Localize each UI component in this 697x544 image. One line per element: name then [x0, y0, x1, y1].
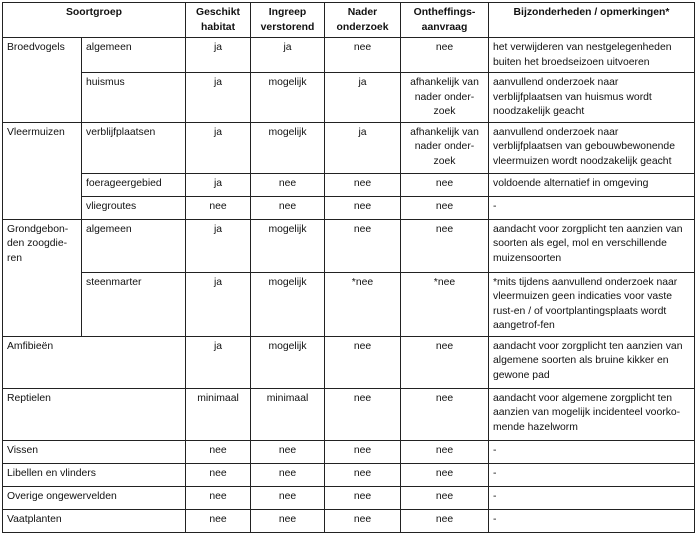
opmerking-cell: - [489, 486, 695, 509]
group-vissen: Vissen [3, 440, 186, 463]
header-row [3, 3, 695, 38]
table-row [3, 38, 695, 73]
group-vaatplanten: Vaatplanten [3, 509, 186, 532]
ontheffing-cell: nee [401, 388, 489, 440]
ingreep-cell: mogelijk [251, 272, 325, 336]
subgroup-cell: algemeen [82, 219, 186, 272]
subgroup-cell: foerageergebied [82, 173, 186, 196]
nader-cell: nee [325, 219, 401, 272]
subgroup-cell: verblijfplaatsen [82, 122, 186, 173]
ingreep-cell: nee [251, 173, 325, 196]
ingreep-cell: nee [251, 463, 325, 486]
subgroup-cell: steenmarter [82, 272, 186, 336]
geschikt-cell: nee [186, 440, 251, 463]
nader-cell: nee [325, 440, 401, 463]
opmerking-cell: - [489, 509, 695, 532]
opmerking-cell: aandacht voor zorgplicht ten aanzien van algemene soorten als bruine kikker en gewone pad [489, 336, 695, 388]
geschikt-cell: ja [186, 336, 251, 388]
ontheffing-cell: nee [401, 486, 489, 509]
ingreep-cell: nee [251, 196, 325, 219]
group-overige-ongewervelden: Overige ongewervelden [3, 486, 186, 509]
geschikt-cell: ja [186, 73, 251, 123]
opmerking-cell: aandacht voor zorgplicht ten aanzien van soorten als egel, mol en verschillende muizensoorten [489, 219, 695, 272]
ingreep-cell: minimaal [251, 388, 325, 440]
header-soortgroep: Soortgroep [3, 3, 186, 38]
ontheffing-cell: nee [401, 173, 489, 196]
group-grondgebonden-zoogdieren: Grondgebon-den zoogdie-ren [3, 219, 82, 336]
ontheffing-cell: nee [401, 219, 489, 272]
table-row [3, 272, 695, 336]
ontheffing-cell: nee [401, 509, 489, 532]
ingreep-cell: nee [251, 440, 325, 463]
subgroup-cell: algemeen [82, 38, 186, 73]
table-row [3, 509, 695, 532]
geschikt-cell: nee [186, 196, 251, 219]
geschikt-cell: nee [186, 509, 251, 532]
group-vleermuizen: Vleermuizen [3, 122, 82, 219]
geschikt-cell: ja [186, 272, 251, 336]
ontheffing-cell: nee [401, 336, 489, 388]
table-row [3, 196, 695, 219]
table-row [3, 173, 695, 196]
subgroup-cell: huismus [82, 73, 186, 123]
group-reptielen: Reptielen [3, 388, 186, 440]
group-broedvogels: Broedvogels [3, 38, 82, 123]
table-row [3, 336, 695, 388]
opmerking-cell: het verwijderen van nestgelegenheden buiten het broedseizoen uitvoeren [489, 38, 695, 73]
geschikt-cell: ja [186, 173, 251, 196]
ingreep-cell: ja [251, 38, 325, 73]
ontheffing-cell: *nee [401, 272, 489, 336]
nader-cell: nee [325, 173, 401, 196]
opmerking-cell: aanvullend onderzoek naar verblijfplaatsen van gebouwbewonende vleermuizen wordt noodzakelijk geacht [489, 122, 695, 173]
ontheffing-cell: nee [401, 38, 489, 73]
nader-cell: nee [325, 463, 401, 486]
opmerking-cell: voldoende alternatief in omgeving [489, 173, 695, 196]
geschikt-cell: ja [186, 122, 251, 173]
geschikt-cell: nee [186, 463, 251, 486]
header-bijzonderheden: Bijzonderheden / opmerkingen* [489, 3, 695, 38]
table-row [3, 440, 695, 463]
ingreep-cell: nee [251, 486, 325, 509]
table-row [3, 122, 695, 173]
ingreep-cell: mogelijk [251, 122, 325, 173]
ontheffing-cell: nee [401, 440, 489, 463]
header-nader-onderzoek: Nader onderzoek [325, 3, 401, 38]
ingreep-cell: nee [251, 509, 325, 532]
nader-cell: nee [325, 509, 401, 532]
nader-cell: ja [325, 122, 401, 173]
table-row [3, 388, 695, 440]
nader-cell: nee [325, 196, 401, 219]
ingreep-cell: mogelijk [251, 336, 325, 388]
ontheffing-cell: afhankelijk van nader onder-zoek [401, 122, 489, 173]
nader-cell: nee [325, 38, 401, 73]
geschikt-cell: minimaal [186, 388, 251, 440]
nader-cell: nee [325, 486, 401, 509]
opmerking-cell: - [489, 463, 695, 486]
opmerking-cell: aanvullend onderzoek naar verblijfplaatsen van huismus wordt noodzakelijk geacht [489, 73, 695, 123]
ontheffing-cell: nee [401, 463, 489, 486]
geschikt-cell: ja [186, 219, 251, 272]
group-amfibieen: Amfibieën [3, 336, 186, 388]
geschikt-cell: nee [186, 486, 251, 509]
species-table [2, 2, 695, 533]
opmerking-cell: aandacht voor algemene zorgplicht ten aanzien van mogelijk incidenteel voorko-mende hazelworm [489, 388, 695, 440]
ingreep-cell: mogelijk [251, 219, 325, 272]
opmerking-cell: *mits tijdens aanvullend onderzoek naar vleermuizen geen indicaties voor vaste rust-en / of voortplantingsplaats wordt aangetrof-fen [489, 272, 695, 336]
opmerking-cell: - [489, 440, 695, 463]
nader-cell: nee [325, 336, 401, 388]
geschikt-cell: ja [186, 38, 251, 73]
table-row [3, 73, 695, 123]
table-row [3, 486, 695, 509]
header-ingreep-verstorend: Ingreep verstorend [251, 3, 325, 38]
table-row [3, 463, 695, 486]
header-ontheffingsaanvraag: Ontheffings-aanvraag [401, 3, 489, 38]
table-row [3, 219, 695, 272]
nader-cell: nee [325, 388, 401, 440]
ingreep-cell: mogelijk [251, 73, 325, 123]
ontheffing-cell: afhankelijk van nader onder-zoek [401, 73, 489, 123]
group-libellen-vlinders: Libellen en vlinders [3, 463, 186, 486]
header-geschikt-habitat: Geschikt habitat [186, 3, 251, 38]
subgroup-cell: vliegroutes [82, 196, 186, 219]
ontheffing-cell: nee [401, 196, 489, 219]
opmerking-cell: - [489, 196, 695, 219]
nader-cell: ja [325, 73, 401, 123]
nader-cell: *nee [325, 272, 401, 336]
